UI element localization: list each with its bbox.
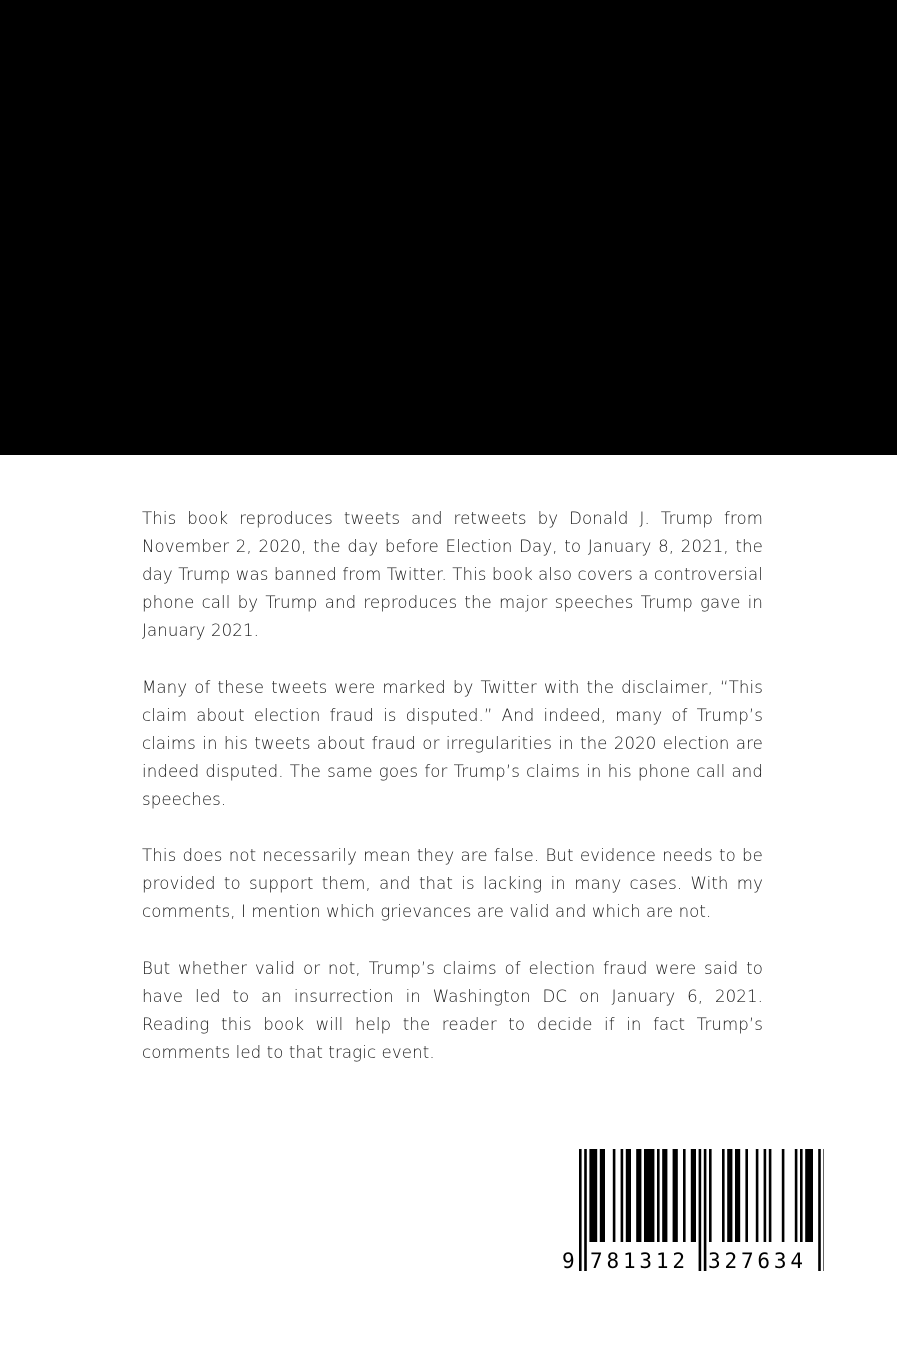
barcode-bar <box>613 1149 616 1242</box>
blurb-paragraph-4: But whether valid or not, Trump’s claims of election fraud were said to have led to an insurrection in Washington DC on January 6, 2021. Reading this book will help the reader to decide if in fact Trump’s comments led to that tragic event. <box>142 958 763 1062</box>
barcode-guard-bar <box>818 1149 821 1271</box>
barcode-bar <box>756 1149 759 1242</box>
barcode-guard-bar <box>823 1149 824 1271</box>
barcode-bar <box>769 1149 772 1242</box>
barcode-bar <box>795 1149 798 1242</box>
barcode-guard-bar <box>579 1149 582 1271</box>
barcode-guard-bar <box>584 1149 587 1271</box>
barcode-bar <box>722 1149 725 1242</box>
barcode-bar <box>745 1149 748 1242</box>
barcode-bar <box>805 1149 813 1242</box>
blurb-paragraph-2: Many of these tweets were marked by Twitter with the disclaimer, “This claim about election fraud is disputed.” And indeed, many of Trump’s claims in his tweets about fraud or irregularities in the 2020 election are indeed disputed. The same goes for Trump’s claims in his phone call and speeches. <box>142 677 763 809</box>
barcode-bar <box>636 1149 641 1242</box>
barcode-bar <box>800 1149 803 1242</box>
back-cover-blurb <box>142 505 763 1095</box>
barcode-bar <box>727 1149 732 1242</box>
blurb-paragraph-1: This book reproduces tweets and retweets by Donald J. Trump from November 2, 2020, the day before Election Day, to January 8, 2021, the day Trump was banned from Twitter. This book also covers a controversial phone call by Trump and reproduces the major speeches Trump gave in January 2021. <box>142 509 763 641</box>
barcode-bar <box>644 1149 654 1242</box>
blurb-paragraph-3: This does not necessarily mean they are false. But evidence needs to be provided to support them, and that is lacking in many cases. With my comments, I mention which grievances are valid and which are not. <box>142 846 763 922</box>
barcode-bar <box>764 1149 767 1242</box>
barcode-bar <box>621 1149 624 1242</box>
barcode-guard-bar <box>699 1149 702 1271</box>
barcode-guard-bar <box>704 1149 707 1271</box>
barcode-bar <box>657 1149 660 1242</box>
barcode-left-digits: 781312 <box>590 1249 685 1273</box>
barcode-graphic <box>554 1147 824 1277</box>
barcode-bar <box>626 1149 631 1242</box>
barcode-bar <box>683 1149 686 1242</box>
barcode-bar <box>709 1149 712 1242</box>
barcode-bar <box>662 1149 667 1242</box>
barcode-bar <box>673 1149 678 1242</box>
black-cover-band <box>0 0 897 455</box>
barcode-right-digits: 327634 <box>708 1249 803 1273</box>
barcode-bar <box>589 1149 597 1242</box>
barcode-first-digit: 9 <box>562 1249 575 1273</box>
barcode-bar <box>600 1149 605 1242</box>
isbn-barcode <box>554 1147 824 1277</box>
barcode-bar <box>735 1149 740 1242</box>
barcode-bar <box>691 1149 696 1242</box>
barcode-bar <box>782 1149 785 1242</box>
